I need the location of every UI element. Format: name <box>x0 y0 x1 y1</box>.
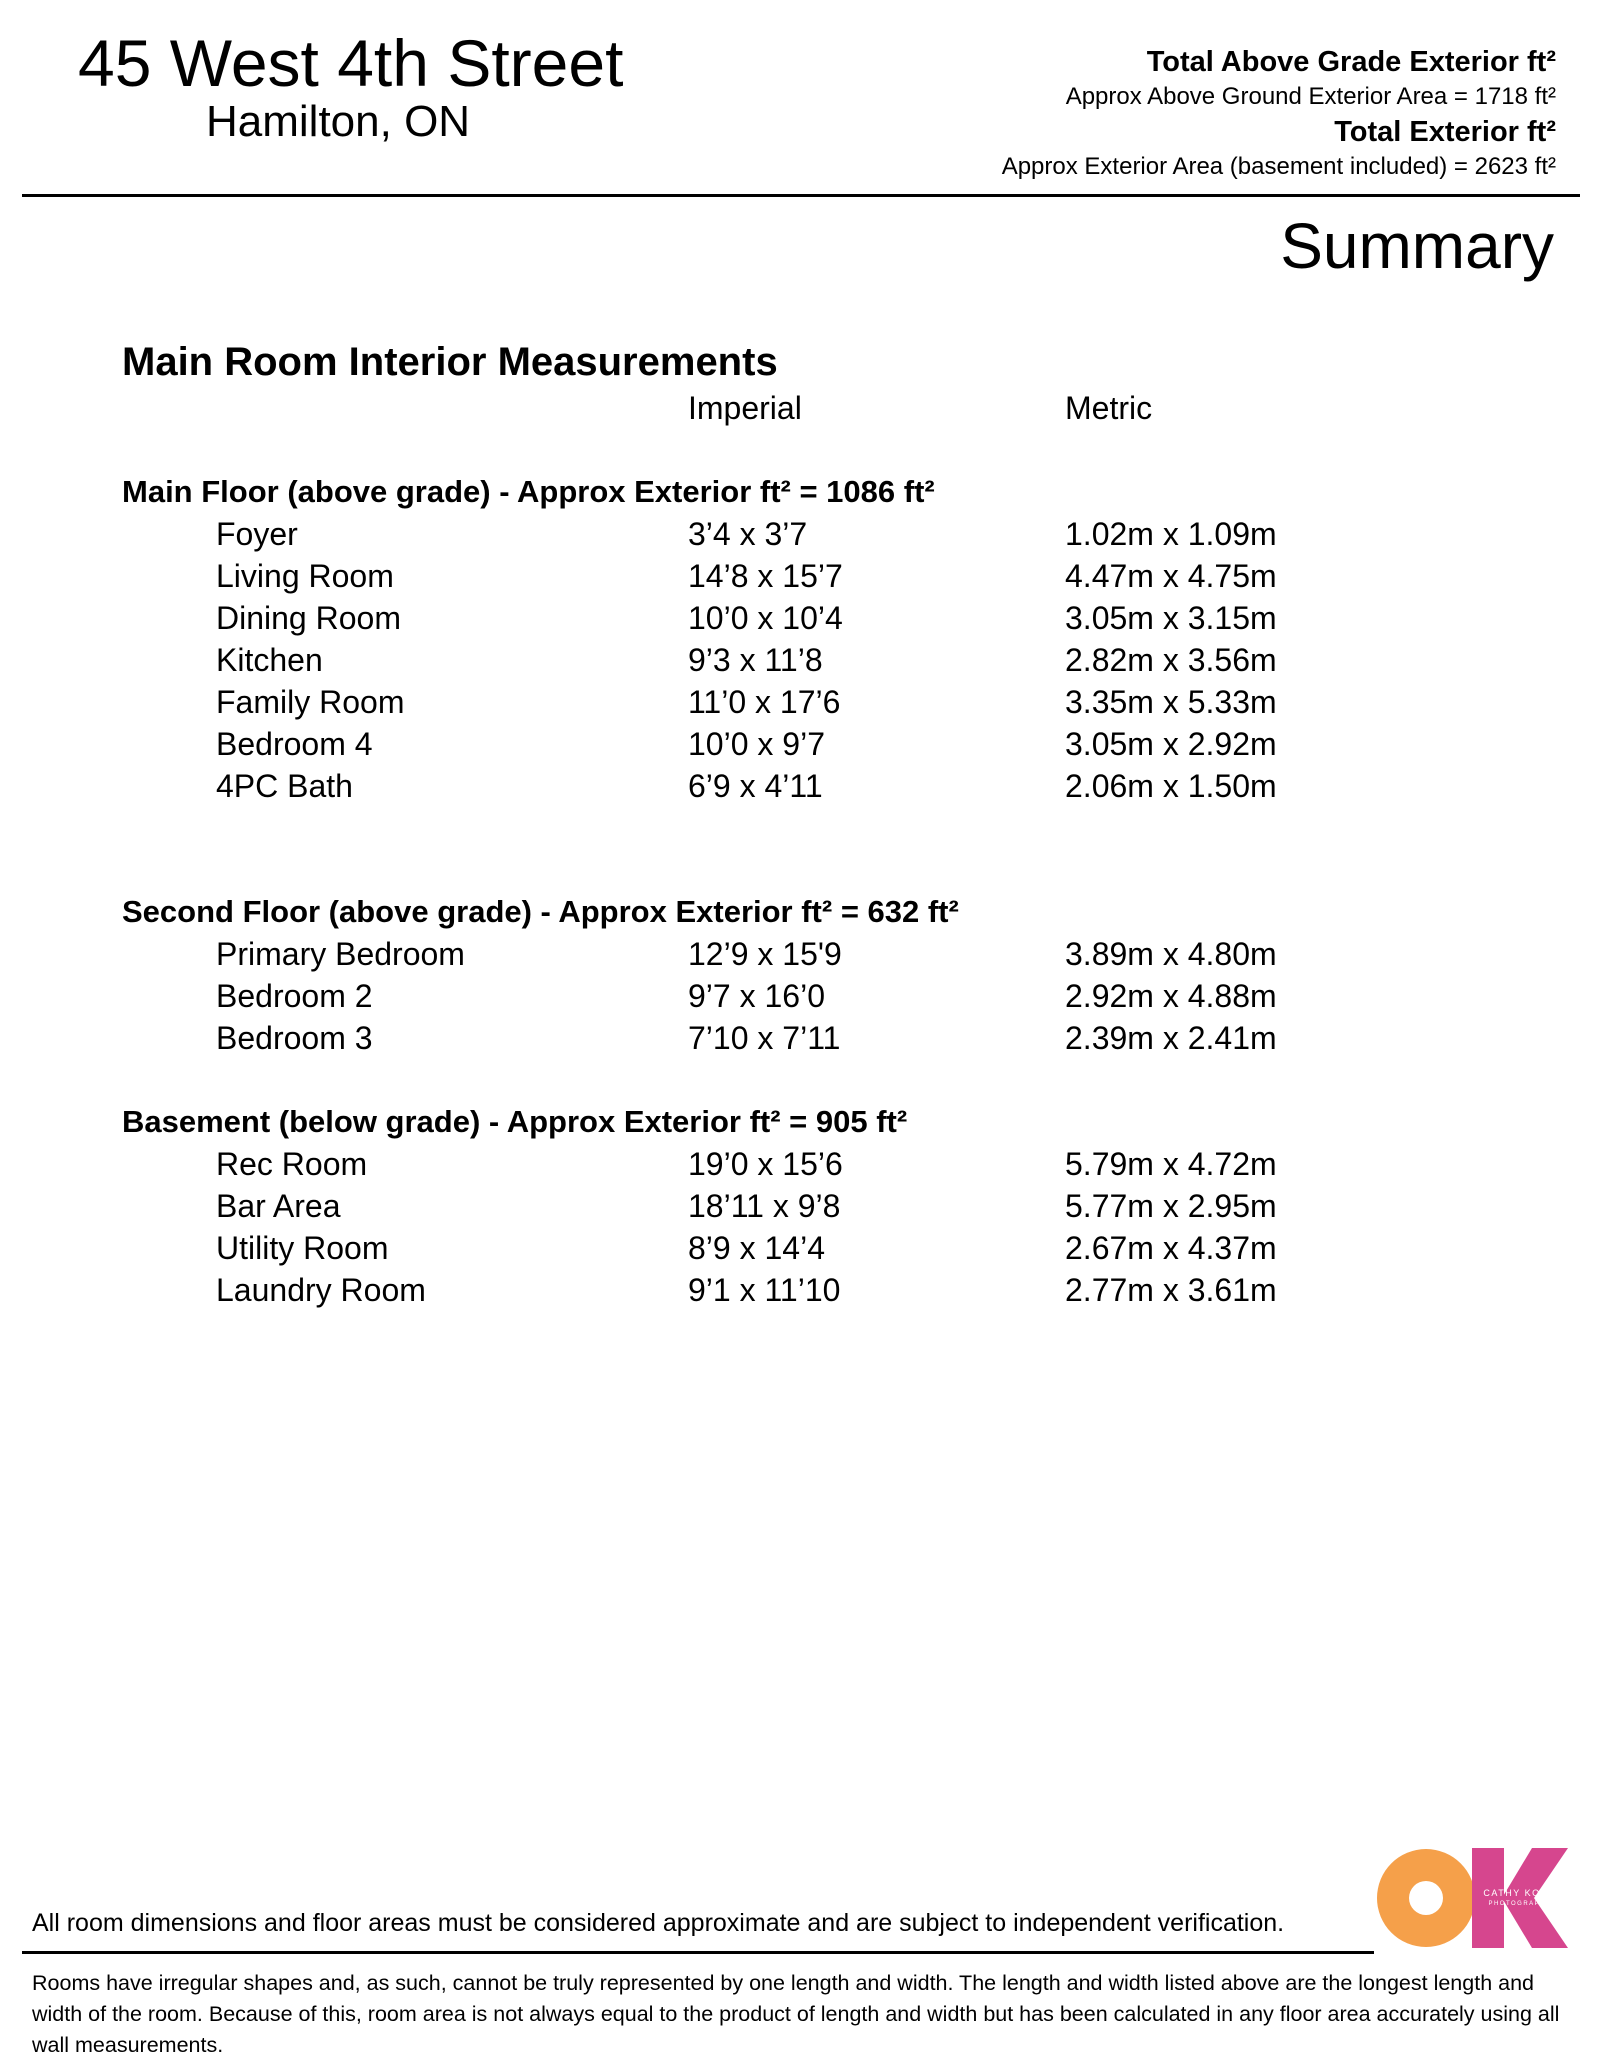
room-row <box>0 728 1600 770</box>
room-metric: 2.92m x 4.88m <box>1065 978 1277 1014</box>
room-imperial: 9’1 x 11’10 <box>688 1272 841 1308</box>
room-name: 4PC Bath <box>216 768 353 804</box>
metric-column-header: Metric <box>1065 390 1153 426</box>
room-metric: 1.02m x 1.09m <box>1065 516 1277 552</box>
room-name: Rec Room <box>216 1146 368 1182</box>
room-name: Dining Room <box>216 600 401 636</box>
room-imperial: 9’7 x 16’0 <box>688 978 825 1014</box>
room-row <box>0 938 1600 980</box>
room-row <box>0 1022 1600 1064</box>
room-metric: 3.35m x 5.33m <box>1065 684 1277 720</box>
room-imperial: 10’0 x 9’7 <box>688 726 825 762</box>
measurements-title: Main Room Interior Measurements <box>122 340 778 384</box>
footnote: Rooms have irregular shapes and, as such, cannot be truly represented by one length and width. The length and width listed above are the longest length and width of the room. Because of this, room area is not always equal to the product of length and width but has been calculated in any floor area accurately using all wall measurements. <box>32 1971 1560 2057</box>
logo-text-bottom: PHOTOGRAPHY <box>1488 1901 1552 1907</box>
total-above-grade-value: Approx Above Ground Exterior Area = 1718 ft² <box>1065 83 1556 110</box>
disclaimer: All room dimensions and floor areas must be considered approximate and are subject to independent verification. <box>32 1909 1285 1937</box>
room-row <box>0 1232 1600 1274</box>
room-imperial: 9’3 x 11’8 <box>688 642 823 678</box>
room-row <box>0 1190 1600 1232</box>
room-imperial: 18’11 x 9’8 <box>688 1188 841 1224</box>
room-metric: 3.05m x 3.15m <box>1065 600 1277 636</box>
floor-title: Basement (below grade) - Approx Exterior ft² = 905 ft² <box>122 1104 908 1139</box>
total-exterior-value: Approx Exterior Area (basement included) = 2623 ft² <box>1001 153 1556 180</box>
room-metric: 5.79m x 4.72m <box>1065 1146 1277 1182</box>
room-imperial: 6’9 x 4’11 <box>688 768 823 804</box>
room-imperial: 8’9 x 14’4 <box>688 1230 825 1266</box>
address-line-1: 45 West 4th Street <box>78 26 624 100</box>
room-row <box>0 518 1600 560</box>
logo-o-hole <box>1409 1881 1443 1915</box>
room-metric: 2.39m x 2.41m <box>1065 1020 1277 1056</box>
floor-title: Main Floor (above grade) - Approx Exterior ft² = 1086 ft² <box>122 474 935 509</box>
room-name: Utility Room <box>216 1230 389 1266</box>
room-metric: 2.77m x 3.61m <box>1065 1272 1277 1308</box>
room-name: Bedroom 4 <box>216 726 373 762</box>
room-name: Bedroom 3 <box>216 1020 373 1056</box>
room-metric: 3.89m x 4.80m <box>1065 936 1277 972</box>
imperial-column-header: Imperial <box>688 390 802 426</box>
logo-text-top: CATHY KOOP <box>1483 1888 1557 1898</box>
cathy-koop-logo <box>1372 1840 1568 1950</box>
totals-block <box>796 44 1556 184</box>
room-row <box>0 602 1600 644</box>
room-metric: 3.05m x 2.92m <box>1065 726 1277 762</box>
total-exterior-label: Total Exterior ft² <box>1334 116 1556 148</box>
room-imperial: 7’10 x 7’11 <box>688 1020 841 1056</box>
room-metric: 2.82m x 3.56m <box>1065 642 1277 678</box>
room-metric: 5.77m x 2.95m <box>1065 1188 1277 1224</box>
logo-k-letter <box>1472 1848 1568 1948</box>
room-row <box>0 980 1600 1022</box>
page-title: Summary <box>1280 210 1554 282</box>
room-name: Bedroom 2 <box>216 978 373 1014</box>
room-imperial: 14’8 x 15’7 <box>688 558 843 594</box>
room-imperial: 10’0 x 10’4 <box>688 600 843 636</box>
room-imperial: 19’0 x 15’6 <box>688 1146 843 1182</box>
room-name: Living Room <box>216 558 394 594</box>
room-metric: 2.67m x 4.37m <box>1065 1230 1277 1266</box>
room-row <box>0 560 1600 602</box>
room-name: Laundry Room <box>216 1272 426 1308</box>
room-name: Primary Bedroom <box>216 936 465 972</box>
address-line-2: Hamilton, ON <box>206 97 471 146</box>
room-name: Kitchen <box>216 642 323 678</box>
room-imperial: 11’0 x 17’6 <box>688 684 841 720</box>
room-imperial: 12’9 x 15'9 <box>688 936 842 972</box>
room-row <box>0 644 1600 686</box>
footer-divider <box>22 1951 1374 1954</box>
header-divider <box>22 194 1580 197</box>
room-name: Bar Area <box>216 1188 341 1224</box>
room-row <box>0 770 1600 812</box>
total-above-grade-label: Total Above Grade Exterior ft² <box>1146 46 1556 78</box>
room-name: Family Room <box>216 684 405 720</box>
room-imperial: 3’4 x 3’7 <box>688 516 808 552</box>
room-row <box>0 1148 1600 1190</box>
room-row <box>0 686 1600 728</box>
room-metric: 2.06m x 1.50m <box>1065 768 1277 804</box>
room-name: Foyer <box>216 516 298 552</box>
room-row <box>0 1274 1600 1316</box>
room-metric: 4.47m x 4.75m <box>1065 558 1277 594</box>
floor-title: Second Floor (above grade) - Approx Exterior ft² = 632 ft² <box>122 894 959 929</box>
